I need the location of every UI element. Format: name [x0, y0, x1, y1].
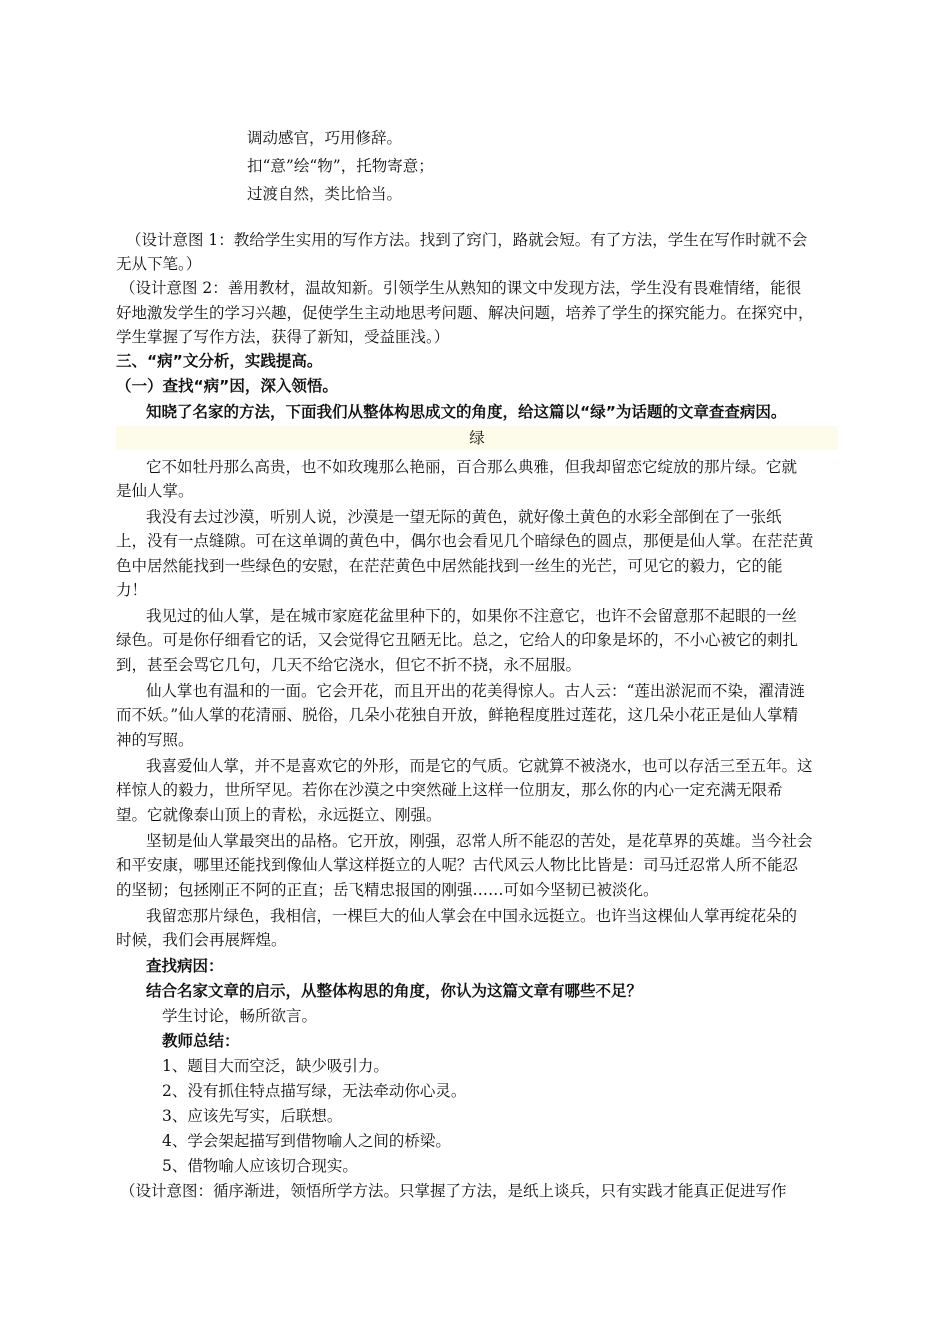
design-intent-1-line-2: 无从下笔。） — [116, 255, 202, 273]
summary-item-2: 2、没有抓住特点描写绿，无法牵动你心灵。 — [162, 1082, 467, 1100]
essay-p5-line-1: 我喜爱仙人掌，并不是喜欢它的外形，而是它的气质。它就算不被浇水，也可以存活三至五年。这 — [146, 757, 813, 775]
verse-line-1: 调动感官，巧用修辞。 — [247, 129, 403, 147]
design-intent-2-line-1: （设计意图 2：善用教材，温故知新。引领学生从熟知的课文中发现方法，学生没有畏难情绪，能很 — [120, 279, 802, 297]
final-design-intent: （设计意图：循序渐进，领悟所学方法。只掌握了方法，是纸上谈兵，只有实践才能真正促进写作 — [120, 1182, 787, 1200]
essay-p4-line-2: 而不妖。”仙人掌的花清丽、脱俗，几朵小花独自开放，鲜艳程度胜过莲花，这几朵小花正是仙人掌精 — [116, 706, 799, 724]
essay-p6-line-3: 的坚韧；包拯刚正不阿的正直；岳飞精忠报国的刚强……可如今坚韧已被淡化。 — [116, 881, 659, 899]
verse-line-3: 过渡自然，类比恰当。 — [247, 185, 403, 203]
essay-p4-line-1: 仙人掌也有温和的一面。它会开花，而且开出的花美得惊人。古人云：“莲出淤泥而不染，濯清涟 — [146, 682, 805, 700]
summary-item-1: 1、题目大而空泛，缺少吸引力。 — [162, 1057, 389, 1075]
design-intent-1-line-1: （设计意图 1：教给学生实用的写作方法。找到了窍门，路就会短。有了方法，学生在写作时就不会 — [126, 231, 808, 249]
subsection-heading-one: （一）查找“病”因，深入领悟。 — [116, 377, 338, 395]
essay-p2-line-4: 力！ — [116, 581, 148, 599]
essay-p4-line-3: 神的写照。 — [116, 731, 194, 749]
essay-p2-line-2: 上，没有一点缝隙。可在这单调的黄色中，偶尔也会看见几个暗绿色的圆点，那便是仙人掌。在茫茫黄 — [116, 532, 814, 550]
essay-p1-line-2: 是仙人掌。 — [116, 482, 194, 500]
teacher-summary-label: 教师总结： — [162, 1032, 240, 1050]
essay-p6-line-2: 和平安康，哪里还能找到像仙人掌这样挺立的人呢？古代风云人物比比皆是：司马迁忍常人所不能忍 — [116, 856, 799, 874]
essay-p3-line-2: 绿色。可是你仔细看它的话，又会觉得它丑陋无比。总之，它给人的印象是坏的，不小心被它的刺扎 — [116, 631, 799, 649]
section-heading-three: 三、“病”文分析，实践提高。 — [116, 352, 323, 370]
essay-p6-line-1: 坚韧是仙人掌最突出的品格。它开放，刚强，忍常人所不能忍的苦处，是花草界的英雄。当今社会 — [146, 832, 813, 850]
essay-title: 绿 — [469, 429, 485, 447]
essay-p7-line-1: 我留恋那片绿色，我相信，一棵巨大的仙人掌会在中国永远挺立。也许当这棵仙人掌再绽花朵的 — [146, 907, 798, 925]
essay-p5-line-3: 望。它就像泰山顶上的青松，永远挺立、刚强。 — [116, 806, 442, 824]
essay-p2-line-1: 我没有去过沙漠，听别人说，沙漠是一望无际的黄色，就好像土黄色的水彩全部倒在了一张纸 — [146, 508, 782, 526]
essay-p3-line-1: 我见过的仙人掌，是在城市家庭花盆里种下的，如果你不注意它，也许不会留意那不起眼的一丝 — [146, 607, 798, 625]
essay-p2-line-3: 色中居然能找到一些绿色的安慰，在茫茫黄色中居然能找到一丝生的光芒，可见它的毅力，它的能 — [116, 557, 783, 575]
design-intent-2-line-2: 好地激发学生的学习兴趣，促使学生主动地思考问题、解决问题，培养了学生的探究能力。在探究中， — [116, 304, 814, 322]
analysis-question: 结合名家文章的启示，从整体构思的角度，你认为这篇文章有哪些不足？ — [146, 982, 643, 1000]
verse-line-2: 扣“意”绘“物”，托物寄意； — [247, 157, 434, 175]
summary-item-3: 3、应该先写实，后联想。 — [162, 1107, 343, 1125]
design-intent-2-line-3: 学生掌握了写作方法，获得了新知，受益匪浅。） — [116, 328, 450, 346]
task-intro: 知晓了名家的方法，下面我们从整体构思成文的角度，给这篇以“绿”为话题的文章查查病因。 — [146, 403, 787, 421]
essay-p3-line-3: 到，甚至会骂它几句，几天不给它浇水，但它不折不挠，永不屈服。 — [116, 656, 582, 674]
essay-p7-line-2: 时候，我们会再展辉煌。 — [116, 931, 287, 949]
essay-p1-line-1: 它不如牡丹那么高贵，也不如玫瑰那么艳丽，百合那么典雅，但我却留恋它绽放的那片绿。它就 — [146, 458, 798, 476]
summary-item-4: 4、学会架起描写到借物喻人之间的桥梁。 — [162, 1132, 451, 1150]
find-cause-label: 查找病因： — [146, 957, 224, 975]
student-discussion: 学生讨论，畅所欲言。 — [162, 1007, 318, 1025]
essay-p5-line-2: 样惊人的毅力，世所罕见。若你在沙漠之中突然碰上这样一位朋友，那么你的内心一定充满无限希 — [116, 781, 783, 799]
summary-item-5: 5、借物喻人应该切合现实。 — [162, 1157, 358, 1175]
